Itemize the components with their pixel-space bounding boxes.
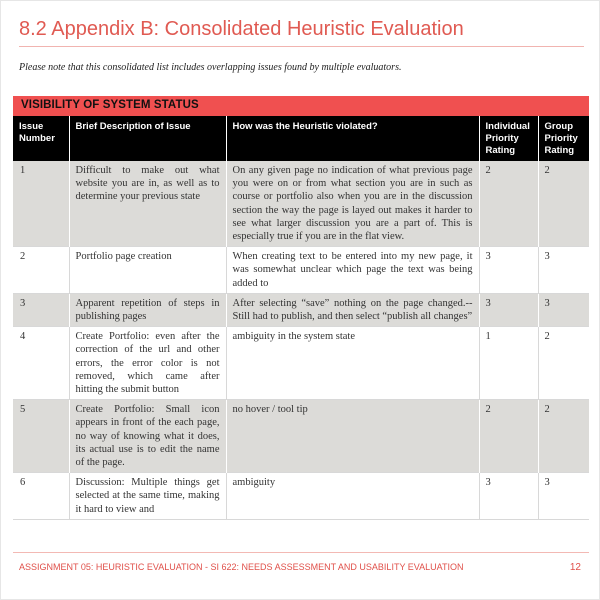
- group-rating-cell: 2: [538, 161, 589, 247]
- page-title: 8.2 Appendix B: Consolidated Heuristic Evaluation: [19, 18, 464, 40]
- description-cell: Discussion: Multiple things get selected at the same time, making it hard to view and: [69, 473, 226, 520]
- individual-rating-cell: 2: [479, 400, 538, 473]
- issue-number-cell: 6: [13, 473, 69, 520]
- intro-note: Please note that this consolidated list includes overlapping issues found by multiple evaluators.: [19, 62, 402, 73]
- table-row: [13, 327, 589, 400]
- table-row: [13, 293, 589, 326]
- footer-text: ASSIGNMENT 05: HEURISTIC EVALUATION - SI 622: NEEDS ASSESSMENT AND USABILITY EVALUATION: [19, 562, 464, 572]
- group-rating-cell: 2: [538, 327, 589, 400]
- table-row: [13, 473, 589, 520]
- header-description: Brief Description of Issue: [69, 116, 226, 161]
- section-heading-bar: [13, 96, 589, 116]
- description-cell: Create Portfolio: Small icon appears in front of the each page, no way of knowing what it does, its actual use is to edit the name of the page.: [69, 400, 226, 473]
- table-row: [13, 247, 589, 294]
- header-individual-rating: Individual Priority Rating: [479, 116, 538, 161]
- footer-divider: [13, 552, 589, 553]
- individual-rating-cell: 2: [479, 161, 538, 247]
- individual-rating-cell: 3: [479, 293, 538, 326]
- section-heading: VISIBILITY OF SYSTEM STATUS: [21, 99, 199, 111]
- description-cell: Create Portfolio: even after the correction of the url and other errors, the error color is not removed, which came after hitting the submit button: [69, 327, 226, 400]
- group-rating-cell: 3: [538, 473, 589, 520]
- violation-cell: When creating text to be entered into my new page, it was somewhat unclear which page the text was being added to: [226, 247, 479, 294]
- issue-number-cell: 4: [13, 327, 69, 400]
- description-cell: Difficult to make out what website you are in, as well as to determine your previous state: [69, 161, 226, 247]
- violation-cell: On any given page no indication of what previous page you were on or from what section you are in such as course or portfolio also when you are in the discussion section the way the page is layed out makes it harder to see what larger discussion you are a part of. This is especially true if you are in the flat view.: [226, 161, 479, 247]
- group-rating-cell: 3: [538, 293, 589, 326]
- header-group-rating: Group Priority Rating: [538, 116, 589, 161]
- description-cell: Apparent repetition of steps in publishing pages: [69, 293, 226, 326]
- violation-cell: ambiguity: [226, 473, 479, 520]
- page-number: 12: [569, 562, 581, 573]
- table-row: [13, 400, 589, 473]
- group-rating-cell: 2: [538, 400, 589, 473]
- issue-number-cell: 2: [13, 247, 69, 294]
- header-issue-number: Issue Number: [13, 116, 69, 161]
- issue-number-cell: 1: [13, 161, 69, 247]
- group-rating-cell: 3: [538, 247, 589, 294]
- issue-number-cell: 5: [13, 400, 69, 473]
- issue-number-cell: 3: [13, 293, 69, 326]
- violation-cell: After selecting “save” nothing on the page changed.--Still had to publish, and then select “publish all changes”: [226, 293, 479, 326]
- heuristic-issues-table: [13, 116, 589, 520]
- description-cell: Portfolio page creation: [69, 247, 226, 294]
- individual-rating-cell: 3: [479, 473, 538, 520]
- header-violation: How was the Heuristic violated?: [226, 116, 479, 161]
- violation-cell: ambiguity in the system state: [226, 327, 479, 400]
- table-row: [13, 161, 589, 247]
- individual-rating-cell: 1: [479, 327, 538, 400]
- table-header-row: [13, 116, 589, 161]
- individual-rating-cell: 3: [479, 247, 538, 294]
- violation-cell: no hover / tool tip: [226, 400, 479, 473]
